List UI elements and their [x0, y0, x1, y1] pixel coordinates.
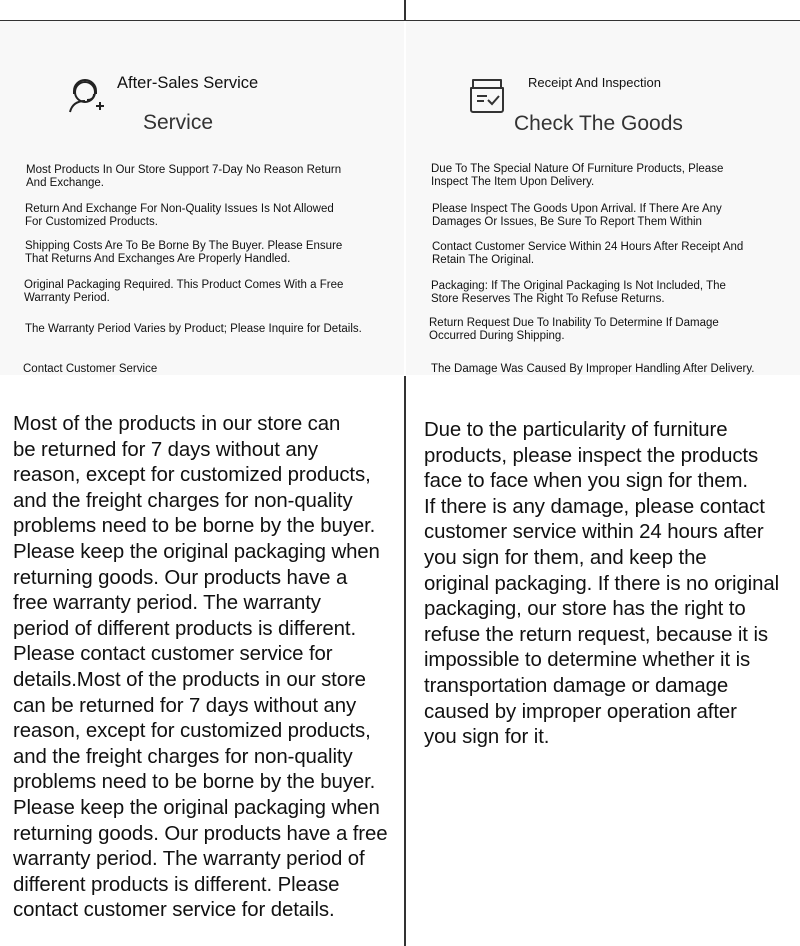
inspection-item: Please Inspect The Goods Upon Arrival. If There Are Any Damages Or Issues, Be Sure To Report Them Within	[432, 203, 722, 228]
policy-item: The Warranty Period Varies by Product; Please Inquire for Details.	[25, 323, 362, 335]
inspection-policy-text: Due to the particularity of furniture products, please inspect the products face to face when you sign for them. If there is any damage, please contact customer service within 24 hours after you sign for them, and keep the original packaging. If there is no original packaging, our store has the right to refuse the return request, because it is impossible to determine whether it is transportation damage or damage caused by improper operation after you sign for it.	[424, 419, 780, 749]
inspection-item: The Damage Was Caused By Improper Handling After Delivery.	[431, 363, 755, 375]
inspection-item: Return Request Due To Inability To Determine If Damage Occurred During Shipping.	[429, 317, 719, 342]
policy-item: Shipping Costs Are To Be Borne By The Buyer. Please Ensure That Returns And Exchanges Are Properly Handled.	[25, 240, 343, 265]
inspection-item: Packaging: If The Original Packaging Is Not Included, The Store Reserves The Right To Refuse Returns.	[431, 280, 726, 305]
headset-support-icon	[68, 76, 106, 121]
package-check-icon	[468, 76, 506, 119]
return-policy-paragraph	[13, 412, 405, 924]
panel-title: Receipt And Inspection	[528, 75, 661, 90]
policy-item: Most Products In Our Store Support 7-Day No Reason Return And Exchange.	[26, 164, 342, 189]
contact-customer-service: Contact Customer Service	[23, 363, 158, 375]
inspection-item: Due To The Special Nature Of Furniture Products, Please Inspect The Item Upon Delivery.	[431, 163, 724, 188]
vertical-divider	[404, 0, 406, 21]
policy-item: Return And Exchange For Non-Quality Issues Is Not Allowed For Customized Products.	[25, 203, 334, 228]
inspection-item: Contact Customer Service Within 24 Hours After Receipt And Retain The Original.	[432, 241, 744, 266]
inspection-policy-paragraph	[424, 418, 796, 751]
panel-subtitle: Service	[143, 111, 214, 134]
policy-item: Original Packaging Required. This Product Comes With a Free Warranty Period.	[24, 279, 344, 304]
panel-subtitle: Check The Goods	[514, 112, 683, 135]
after-sales-panel	[0, 21, 404, 375]
return-policy-text: Most of the products in our store can be returned for 7 days without any reason, except for customized products, and the freight charges for non-quality problems need to be borne by the buyer. Please keep the original packaging when returning goods. Our products have a free warranty period. The warranty period of different products is different. Please contact customer service for details.Most of the products in our store can be returned for 7 days without any reason, except for customized products, and the freight charges for non-quality problems need to be borne by the buyer. Please keep the original packaging when returning goods. Our products have a free warranty period. The warranty period of different products is different. Please contact customer service for details.	[13, 413, 388, 922]
panel-title: After-Sales Service	[117, 74, 259, 92]
receipt-inspection-panel	[406, 21, 800, 375]
